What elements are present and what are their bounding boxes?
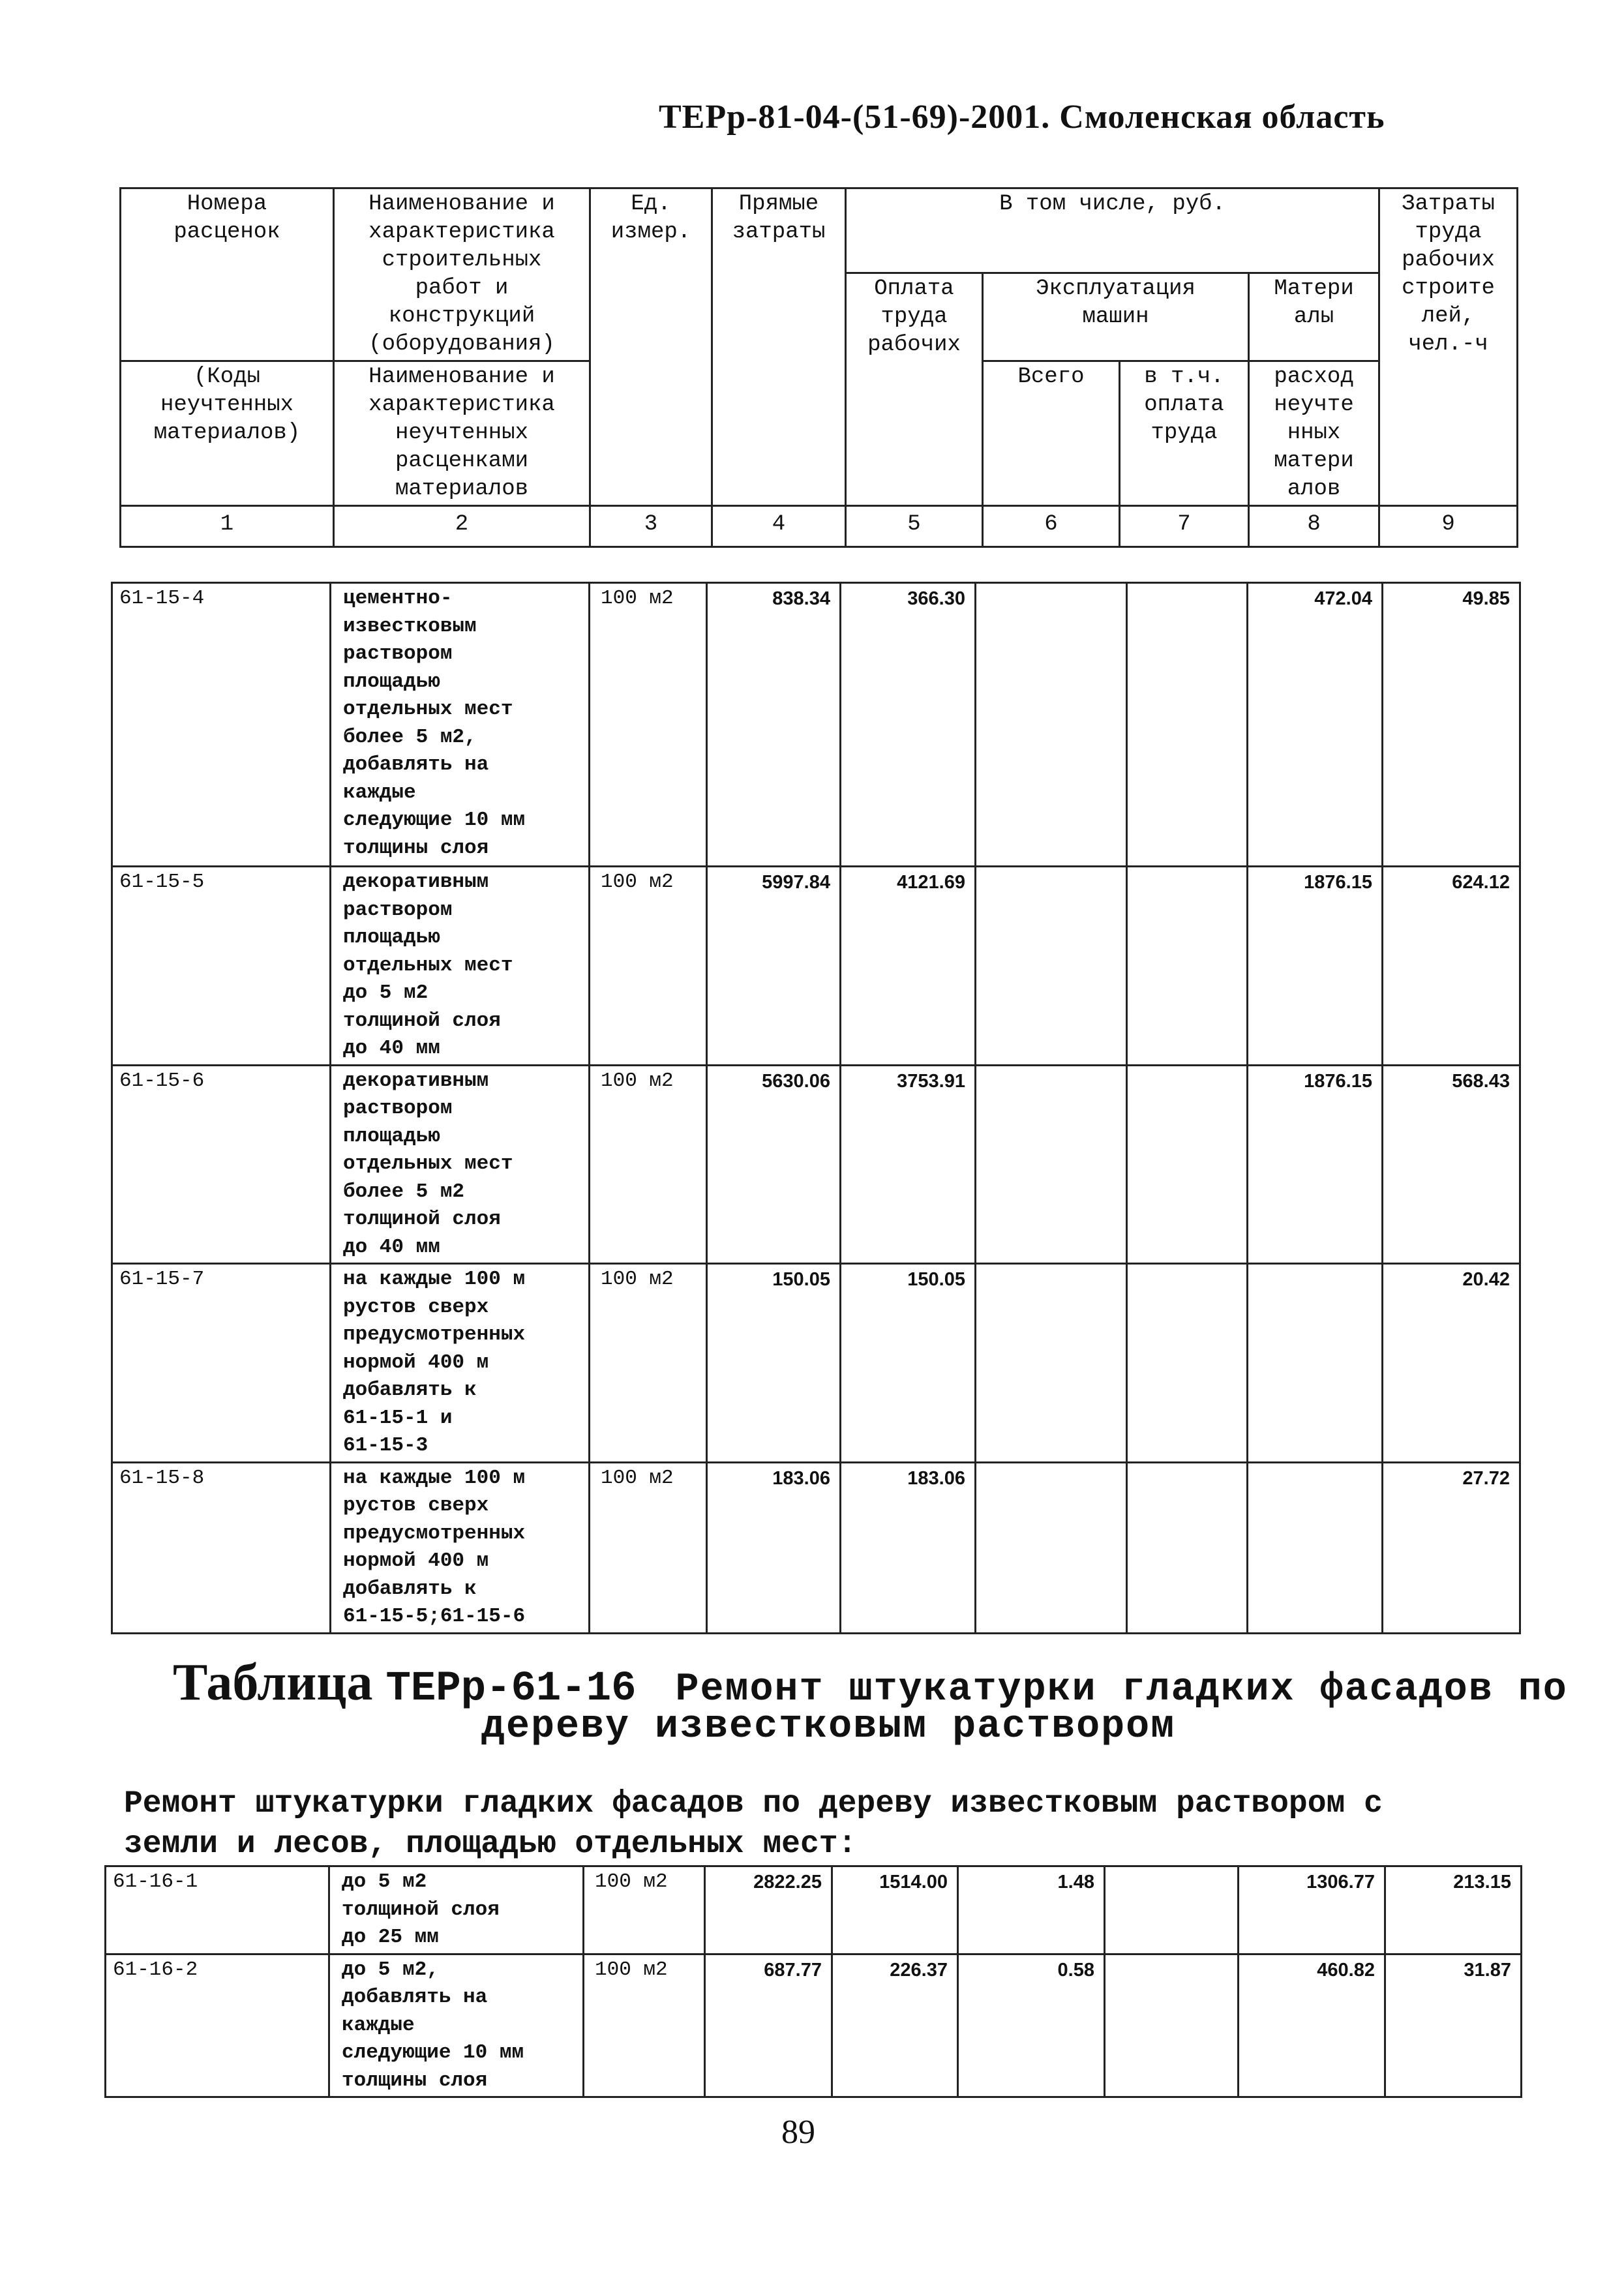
rate-direct-costs: 5997.84 (707, 867, 841, 1066)
section-subtitle: Ремонт штукатурки гладких фасадов по дереву известковым раствором с земли и лесов, площадью отдельных мест: (124, 1786, 1383, 1862)
rate-direct-costs: 5630.06 (707, 1065, 841, 1264)
rate-code: 61-15-5 (112, 867, 331, 1066)
page-number: 89 (781, 2114, 815, 2151)
header-unaccounted-codes: (Коды неучтенных материалов) (121, 361, 334, 506)
table-row (106, 1954, 1522, 2097)
rate-description: на каждые 100 м рустов сверх предусмотренных нормой 400 м добавлять к 61-15-5;61-15-6 (331, 1462, 590, 1633)
rate-description: декоративным раствором площадью отдельных мест более 5 м2 толщиной слоя до 40 мм (331, 1065, 590, 1264)
column-number: 5 (846, 506, 983, 547)
rate-description: до 5 м2 толщиной слоя до 25 мм (329, 1866, 584, 1954)
rate-direct-costs: 838.34 (707, 583, 841, 867)
rate-labor-hours: 20.42 (1383, 1264, 1520, 1463)
rate-machines-labor (1105, 1954, 1239, 2097)
rate-description: на каждые 100 м рустов сверх предусмотренных нормой 400 м добавлять к 61-15-1 и 61-15-3 (331, 1264, 590, 1463)
table-row (106, 1866, 1522, 1954)
rate-unit: 100 м2 (590, 867, 707, 1066)
table-row (112, 867, 1520, 1066)
rate-machines-total (976, 583, 1127, 867)
column-number: 4 (712, 506, 846, 547)
rate-code: 61-15-8 (112, 1462, 331, 1633)
rate-direct-costs: 183.06 (707, 1462, 841, 1633)
rate-machines-total (976, 1462, 1127, 1633)
rate-worker-pay: 366.30 (841, 583, 976, 867)
column-number: 2 (334, 506, 590, 547)
rate-description: декоративным раствором площадью отдельных мест до 5 м2 толщиной слоя до 40 мм (331, 867, 590, 1066)
page-header-title: ТЕРр-81-04-(51-69)-2001. Смоленская область (659, 98, 1385, 136)
rate-worker-pay: 3753.91 (841, 1065, 976, 1264)
rate-machines-total (976, 1065, 1127, 1264)
header-labor-hours: Затраты труда рабочих строите лей, чел.-ч (1379, 188, 1518, 506)
rate-unit: 100 м2 (584, 1866, 705, 1954)
rate-materials: 1306.77 (1239, 1866, 1385, 1954)
rate-labor-hours: 49.85 (1383, 583, 1520, 867)
rate-machines-labor (1127, 1462, 1248, 1633)
rate-worker-pay: 4121.69 (841, 867, 976, 1066)
header-rate-numbers: Номера расценок (121, 188, 334, 361)
rate-direct-costs: 2822.25 (705, 1866, 832, 1954)
rate-labor-hours: 568.43 (1383, 1065, 1520, 1264)
rate-code: 61-15-6 (112, 1065, 331, 1264)
rates-table-61-15 (111, 582, 1521, 1634)
rate-machines-labor (1105, 1866, 1239, 1954)
rate-worker-pay: 150.05 (841, 1264, 976, 1463)
rate-worker-pay: 183.06 (841, 1462, 976, 1633)
header-worker-pay: Оплата труда рабочих (846, 273, 983, 506)
rate-materials (1248, 1462, 1383, 1633)
header-machines-total: Всего (983, 361, 1120, 506)
header-materials-consumption: расход неучте нных матери алов (1249, 361, 1379, 506)
rate-direct-costs: 687.77 (705, 1954, 832, 2097)
rate-labor-hours: 624.12 (1383, 867, 1520, 1066)
header-machines-labor: в т.ч. оплата труда (1120, 361, 1249, 506)
rate-machines-labor (1127, 1065, 1248, 1264)
column-number: 7 (1120, 506, 1249, 547)
table-row (112, 1264, 1520, 1463)
column-number: 9 (1379, 506, 1518, 547)
rate-worker-pay: 1514.00 (832, 1866, 958, 1954)
section-title-name-continued: дереву известковым раствором (481, 1705, 1176, 1749)
rate-code: 61-15-4 (112, 583, 331, 867)
rate-materials: 1876.15 (1248, 1065, 1383, 1264)
column-number: 6 (983, 506, 1120, 547)
section-title (173, 1654, 1568, 1713)
header-direct-costs: Прямые затраты (712, 188, 846, 506)
rate-materials: 1876.15 (1248, 867, 1383, 1066)
rate-labor-hours: 27.72 (1383, 1462, 1520, 1633)
rate-direct-costs: 150.05 (707, 1264, 841, 1463)
column-number: 3 (590, 506, 712, 547)
rate-unit: 100 м2 (584, 1954, 705, 2097)
rates-table-61-16 (104, 1865, 1522, 2098)
rate-machines-total: 1.48 (958, 1866, 1105, 1954)
column-header-table (119, 187, 1518, 548)
header-machine-operation: Эксплуатация машин (983, 273, 1249, 361)
section-title-name: Ремонт штукатурки гладких фасадов по (675, 1668, 1568, 1712)
rate-machines-labor (1127, 583, 1248, 867)
rate-description: цементно- известковым раствором площадью отдельных мест более 5 м2, добавлять на каждые следующие 10 мм толщины слоя (331, 583, 590, 867)
rate-description: до 5 м2, добавлять на каждые следующие 10 мм толщины слоя (329, 1954, 584, 2097)
rate-machines-labor (1127, 1264, 1248, 1463)
header-work-name: Наименование и характеристика строительных работ и конструкций (оборудования) (334, 188, 590, 361)
header-including: В том числе, руб. (846, 188, 1379, 273)
rate-machines-total (976, 867, 1127, 1066)
table-row (112, 583, 1520, 867)
section-title-word: Таблица (173, 1654, 373, 1711)
rate-materials: 472.04 (1248, 583, 1383, 867)
rate-worker-pay: 226.37 (832, 1954, 958, 2097)
header-materials: Матери алы (1249, 273, 1379, 361)
rate-unit: 100 м2 (590, 1264, 707, 1463)
rate-machines-total: 0.58 (958, 1954, 1105, 2097)
rate-code: 61-16-1 (106, 1866, 329, 1954)
rate-machines-labor (1127, 867, 1248, 1066)
table-row (112, 1065, 1520, 1264)
column-number: 1 (121, 506, 334, 547)
rate-unit: 100 м2 (590, 1065, 707, 1264)
rate-labor-hours: 213.15 (1385, 1866, 1522, 1954)
section-title-code: ТЕРр-61-16 (385, 1666, 637, 1713)
column-number: 8 (1249, 506, 1379, 547)
rate-code: 61-15-7 (112, 1264, 331, 1463)
rate-materials: 460.82 (1239, 1954, 1385, 2097)
rate-machines-total (976, 1264, 1127, 1463)
rate-materials (1248, 1264, 1383, 1463)
rate-labor-hours: 31.87 (1385, 1954, 1522, 2097)
header-unaccounted-materials: Наименование и характеристика неучтенных расценками материалов (334, 361, 590, 506)
header-unit: Ед. измер. (590, 188, 712, 506)
table-row (112, 1462, 1520, 1633)
rate-unit: 100 м2 (590, 583, 707, 867)
rate-code: 61-16-2 (106, 1954, 329, 2097)
rate-unit: 100 м2 (590, 1462, 707, 1633)
